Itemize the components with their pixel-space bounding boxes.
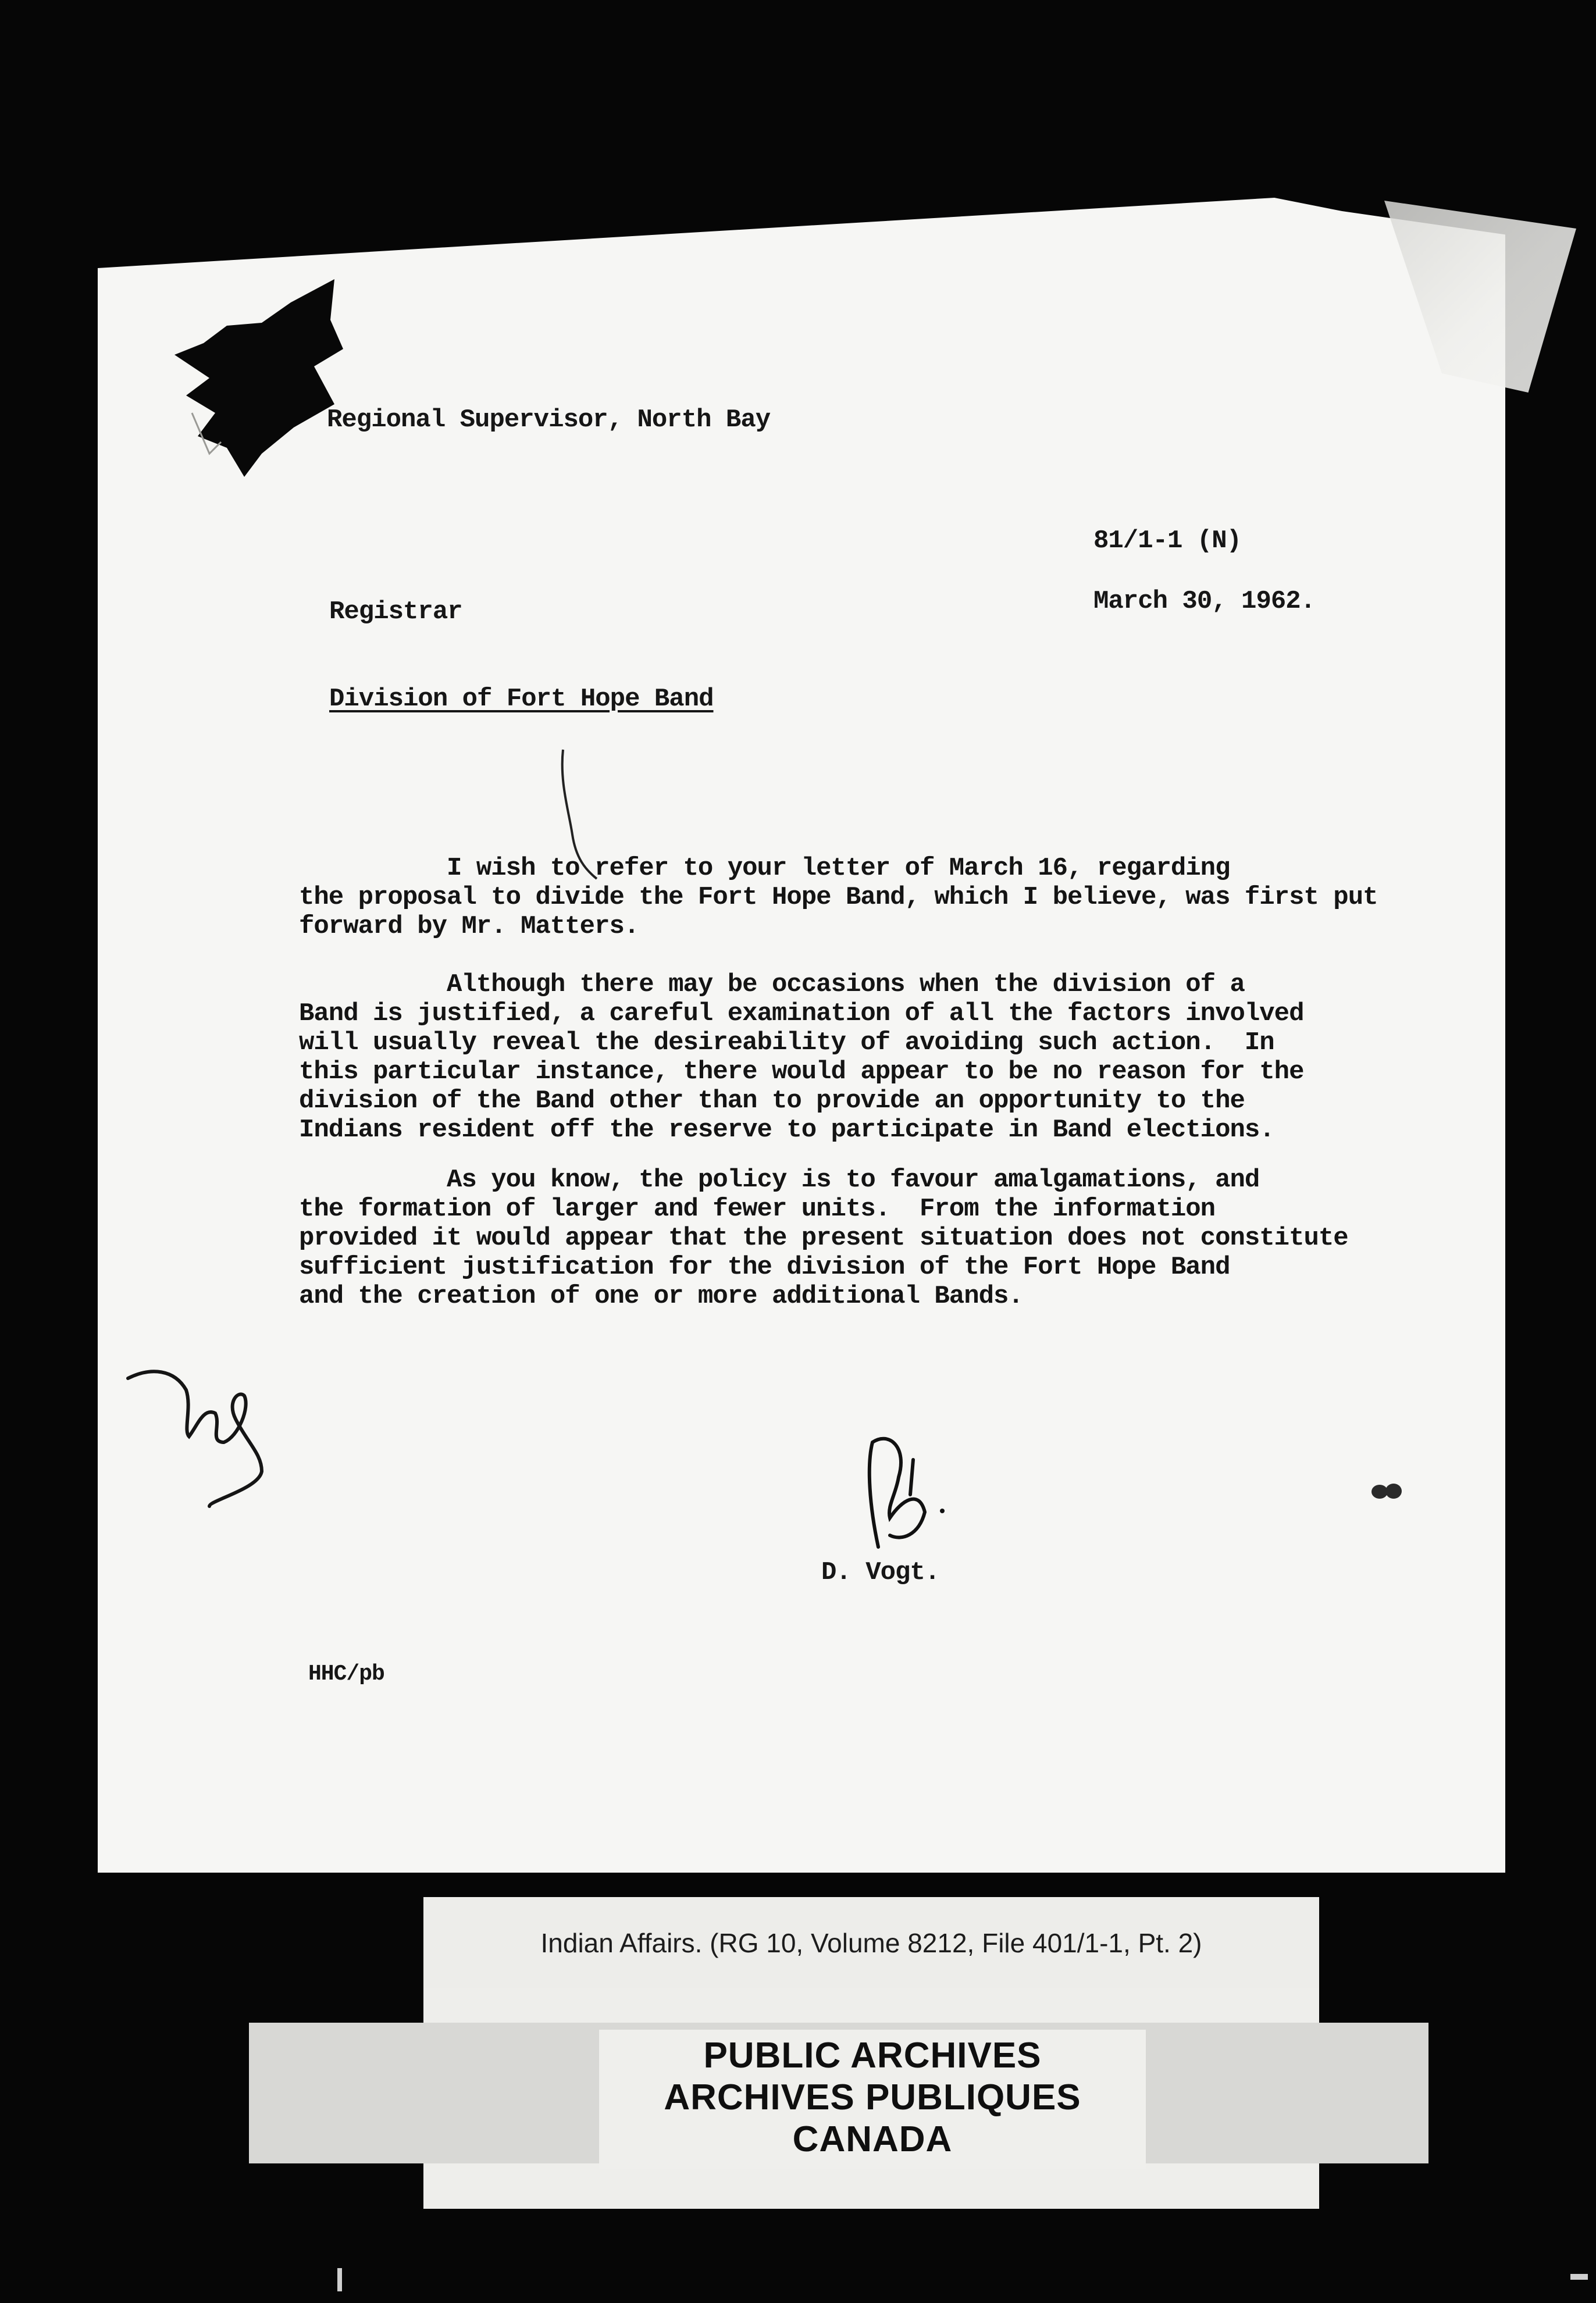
typist-initials: HHC/pb [308, 1662, 384, 1687]
signatory: D. Vogt. [821, 1558, 940, 1587]
file-reference: 81/1-1 (N) [1093, 526, 1242, 555]
film-edge-mark [1570, 2274, 1588, 2280]
letter-date: March 30, 1962. [1093, 587, 1316, 616]
handwritten-initials [122, 1355, 320, 1512]
film-edge-mark [337, 2268, 342, 2291]
ink-blot [1367, 1477, 1408, 1506]
paragraph-1: I wish to refer to your letter of March 16, regarding the proposal to divide the Fort Hope Band, which I believe, was first put forward by Mr. Matters. [299, 854, 1378, 941]
archive-citation: Indian Affairs. (RG 10, Volume 8212, File 401/1-1, Pt. 2) [540, 1928, 1202, 1958]
stamp-line-2: ARCHIVES PUBLIQUES [664, 2077, 1081, 2117]
archive-stamp [599, 2030, 1146, 2169]
torn-hole [174, 279, 361, 477]
paragraph-2: Although there may be occasions when the division of a Band is justified, a careful examination of all the factors involved will usually reveal the desireability of avoiding such action. In this particular instance, there would appear to be no reason for the division of the Band other than to provide an opportunity to the Indians resident off the reserve to participate in Band elections. [299, 970, 1304, 1145]
citation-card [423, 1897, 1319, 1988]
stamp-line-3: CANADA [792, 2119, 953, 2159]
subject-line: Division of Fort Hope Band [329, 685, 714, 714]
sender: Registrar [329, 597, 462, 626]
handwritten-signature [855, 1425, 960, 1559]
stamp-line-1: PUBLIC ARCHIVES [703, 2035, 1042, 2076]
recipient: Regional Supervisor, North Bay [327, 405, 771, 434]
paragraph-3: As you know, the policy is to favour amalgamations, and the formation of larger and fewer units. From the information provided it would appear that the present situation does not constitute sufficient justification for the division of the Fort Hope Band and the creation of one or more additional Bands. [299, 1165, 1348, 1311]
